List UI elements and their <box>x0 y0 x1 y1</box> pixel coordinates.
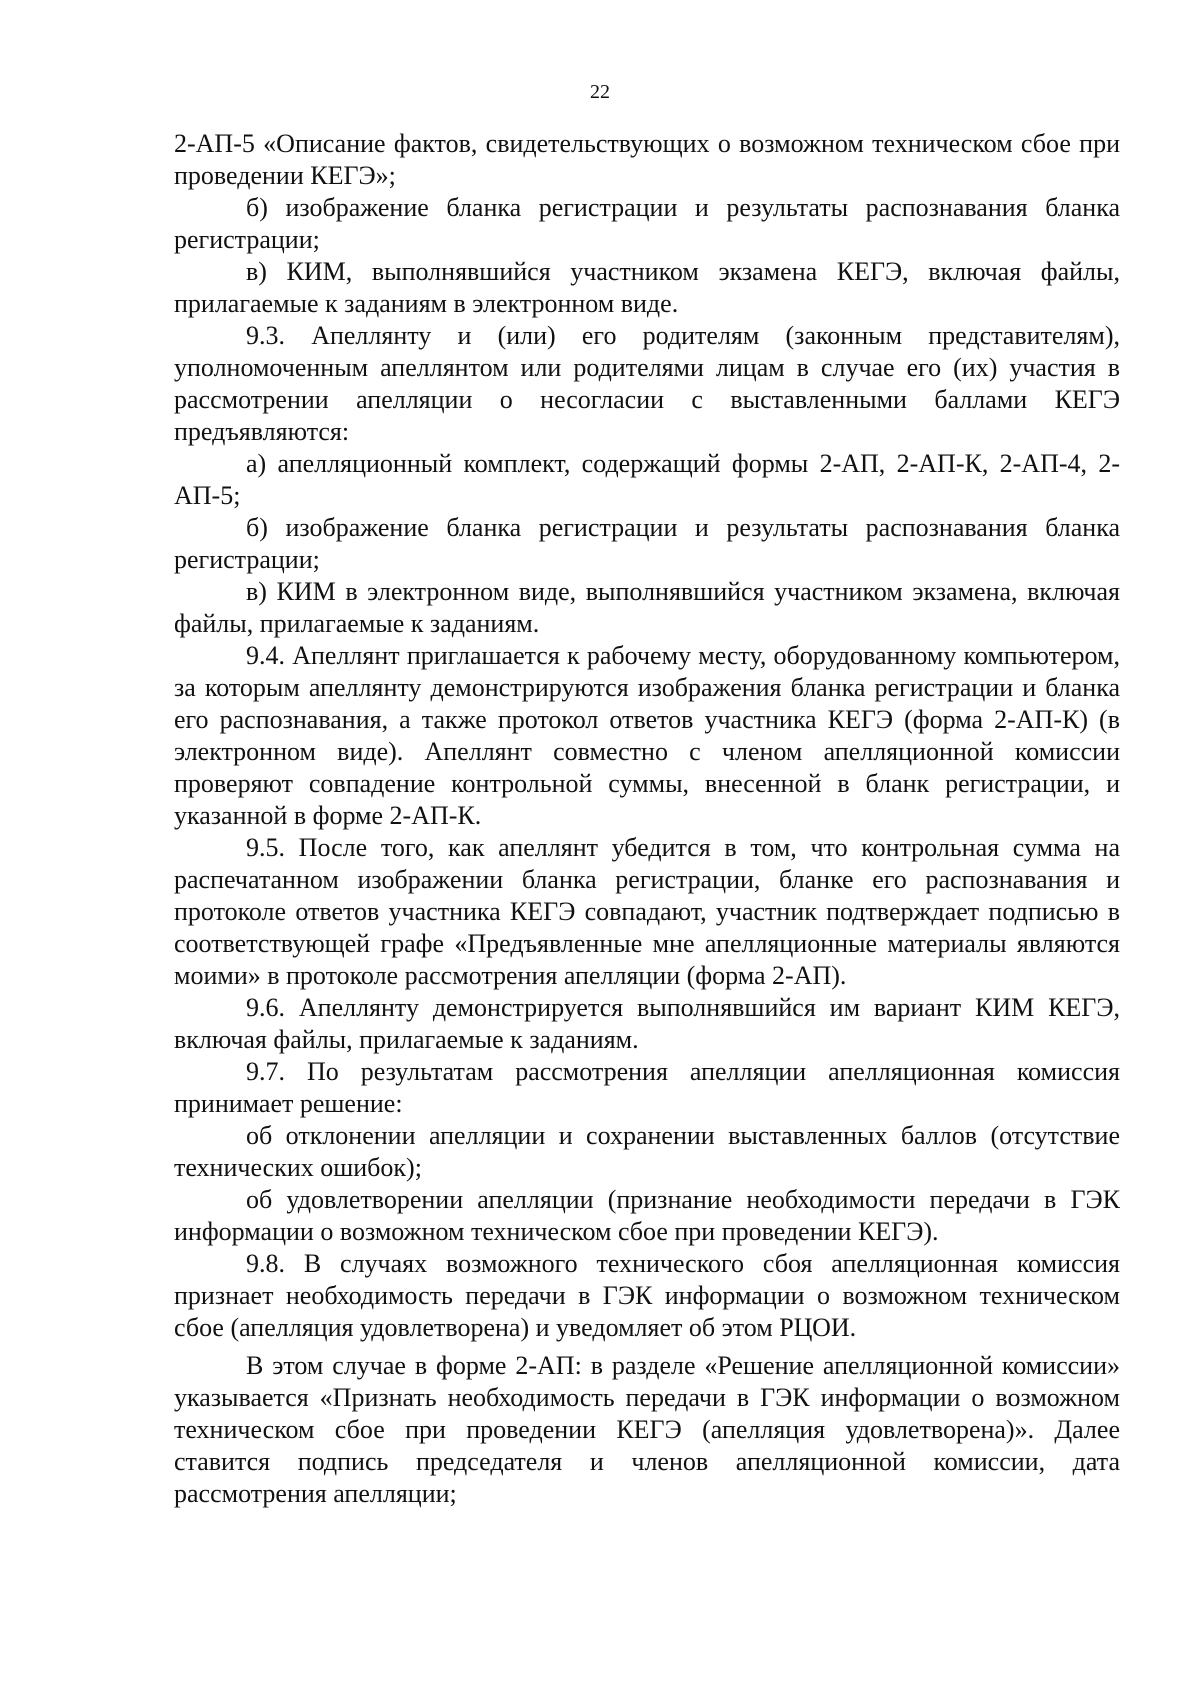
paragraph: 9.7. По результатам рассмотрения апелляции апелляционная комиссия принимает решение: <box>174 1057 1120 1118</box>
document-body <box>174 128 1120 1510</box>
paragraph: б) изображение бланка регистрации и результаты распознавания бланка регистрации; <box>174 193 1120 254</box>
paragraph: 9.5. После того, как апеллянт убедится в том, что контрольная сумма на распечатанном изображении бланка регистрации, бланке его распознавания и протоколе ответов участника КЕГЭ совпадают, участник подтверждает подписью в соответствующей графе «Предъявленные мне апелляционные материалы являются моими» в протоколе рассмотрения апелляции (форма 2-АП). <box>174 833 1120 990</box>
paragraph: об удовлетворении апелляции (признание необходимости передачи в ГЭК информации о возможном техническом сбое при проведении КЕГЭ). <box>174 1185 1120 1246</box>
paragraph: 9.3. Апеллянту и (или) его родителям (законным представителям), уполномоченным апеллянтом или родителями лицам в случае его (их) участия в рассмотрении апелляции о несогласии с выставленными баллами КЕГЭ предъявляются: <box>174 321 1120 446</box>
paragraph: 9.4. Апеллянт приглашается к рабочему месту, оборудованному компьютером, за которым апеллянту демонстрируются изображения бланка регистрации и бланка его распознавания, а также протокол ответов участника КЕГЭ (форма 2-АП-К) (в электронном виде). Апеллянт совместно с членом апелляционной комиссии проверяют совпадение контрольной суммы, внесенной в бланк регистрации, и указанной в форме 2-АП-К. <box>174 641 1120 830</box>
page-number: 22 <box>590 81 610 103</box>
paragraph: 2-АП-5 «Описание фактов, свидетельствующих о возможном техническом сбое при проведении КЕГЭ»; <box>174 129 1120 190</box>
paragraph: в) КИМ, выполнявшийся участником экзамена КЕГЭ, включая файлы, прилагаемые к заданиям в электронном виде. <box>174 257 1120 318</box>
paragraph: об отклонении апелляции и сохранении выставленных баллов (отсутствие технических ошибок); <box>174 1121 1120 1182</box>
paragraph: В этом случае в форме 2-АП: в разделе «Решение апелляционной комиссии» указывается «Признать необходимость передачи в ГЭК информации о возможном техническом сбое при проведении КЕГЭ (апелляция удовлетворена)». Далее ставится подпись председателя и членов апелляционной комиссии, дата рассмотрения апелляции; <box>174 1351 1120 1508</box>
paragraph: в) КИМ в электронном виде, выполнявшийся участником экзамена, включая файлы, прилагаемые к заданиям. <box>174 577 1120 638</box>
paragraph: 9.6. Апеллянту демонстрируется выполнявшийся им вариант КИМ КЕГЭ, включая файлы, прилагаемые к заданиям. <box>174 993 1120 1054</box>
paragraph: б) изображение бланка регистрации и результаты распознавания бланка регистрации; <box>174 513 1120 574</box>
paragraph: 9.8. В случаях возможного технического сбоя апелляционная комиссия признает необходимость передачи в ГЭК информации о возможном техническом сбое (апелляция удовлетворена) и уведомляет об этом РЦОИ. <box>174 1249 1120 1342</box>
paragraph: а) апелляционный комплект, содержащий формы 2-АП, 2-АП-К, 2-АП-4, 2-АП-5; <box>174 449 1120 510</box>
